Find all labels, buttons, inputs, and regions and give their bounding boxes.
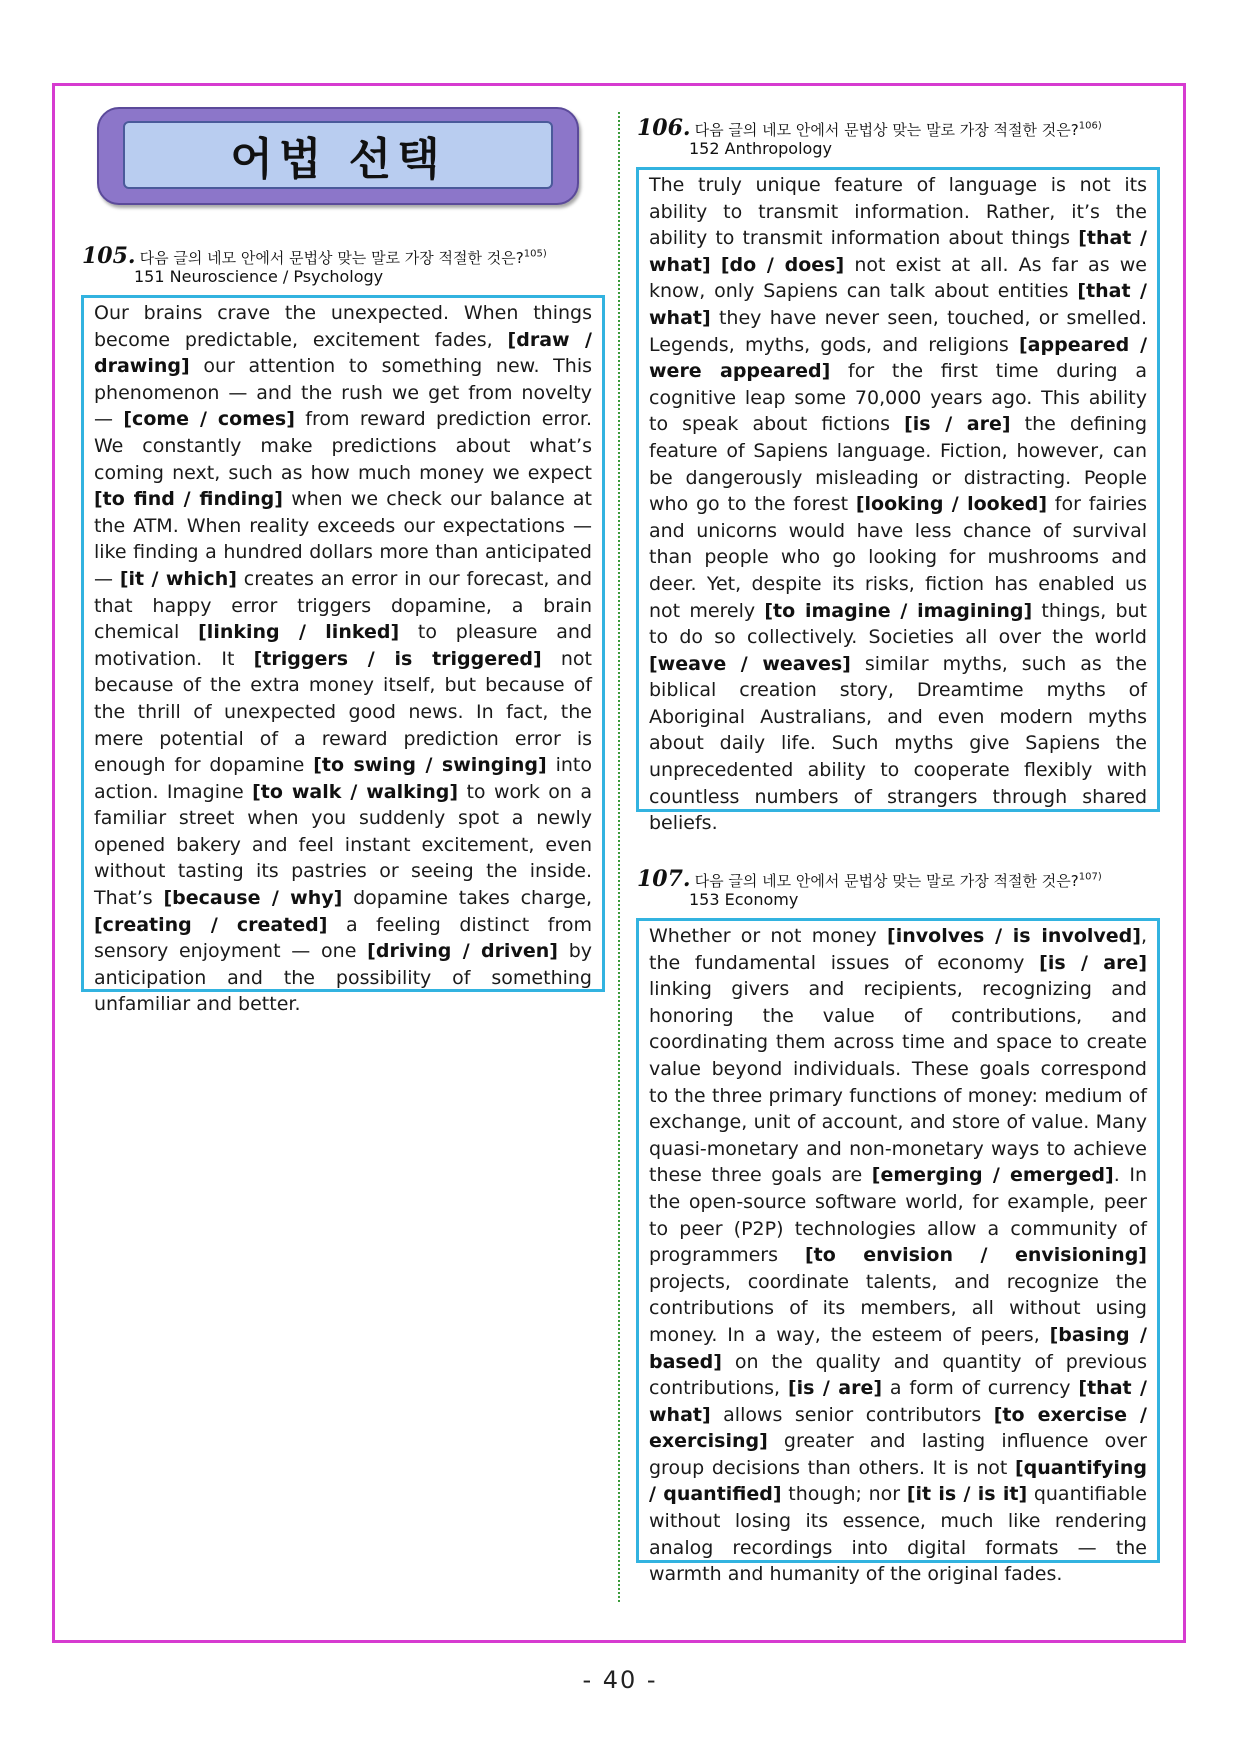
passage-box-105 [81,295,605,1016]
passage-text: quantifiable without losing its essence, much like rendering analog recordings into digital formats — the warmth and humanity of the original fades. [649,1483,1147,1586]
column-divider [618,112,620,1602]
section-banner-inner [123,121,553,189]
grammar-choice: [that / what] [649,280,1147,329]
grammar-choice: [is / are] [787,1377,883,1400]
passage-text: not because of the extra money itself, but because of the thrill of unexpected good news. In fact, the mere potential of a reward prediction error is enough for dopamine [94,647,592,777]
section-title: 어법 선택 [230,134,446,185]
grammar-choice: [draw / drawing] [94,328,592,378]
question-105-header [82,243,547,286]
grammar-choice: [driving / driven] [367,940,558,963]
passage-text: when we check our balance at the ATM. When reality exceeds our expectations — like finding a hundred dollars more than anticipated — [94,488,592,590]
grammar-choice: [to exercise / exercising] [649,1403,1147,1453]
grammar-choice: [that / what] [649,227,1147,276]
grammar-choice: [is / are] [1039,951,1148,974]
grammar-choice: [creating / created] [94,913,328,936]
question-footnote: 105) [523,248,547,260]
passage-text: not exist at all. As far as we know, only Sapiens can talk about entities [649,253,1147,303]
question-footnote: 106) [1078,120,1102,132]
passage-text: on the quality and quantity of previous contributions, [649,1350,1147,1400]
grammar-choice: [appeared / were appeared] [649,333,1148,383]
question-prompt: 다음 글의 네모 안에서 문법상 맞는 말로 가장 적절한 것은? [139,249,524,267]
question-number: 107. [637,866,691,892]
passage-text: linking givers and recipients, recognizing and honoring the value of contributions, and coordinating them across time and space to create value beyond individuals. These goals correspond to the three primary functions of money: medium of exchange, unit of account, and store of value. Many quasi-monetary and non-monetary ways to achieve these three goals are [649,978,1147,1187]
grammar-choice: [because / why] [163,887,343,910]
grammar-choice: [basing / based] [649,1323,1147,1373]
passage-text: , the fundamental issues of economy [649,925,1147,974]
passage-text: to pleasure and motivation. It [94,621,593,670]
passage-text: though; nor [781,1483,907,1506]
passage-text: Our brains crave the unexpected. When things become predictable, excitement fades, [94,302,592,351]
grammar-choice: [to swing / swinging] [313,754,547,777]
passage-text: from reward prediction error. We constantly make predictions about what’s coming next, such as how much money we expect [94,408,592,484]
passage-text: creates an error in our forecast, and that happy error triggers dopamine, a brain chemical [94,567,593,644]
question-number: 106. [637,115,691,141]
grammar-choice: [emerging / emerged] [871,1164,1114,1187]
passage-text: a form of currency [882,1377,1079,1400]
grammar-choice: [to walk / walking] [252,780,459,803]
passage-text: a feeling distinct from sensory enjoyment — one [94,913,592,963]
question-prompt: 다음 글의 네모 안에서 문법상 맞는 말로 가장 적절한 것은? [694,872,1079,890]
passage-text: by anticipation and the possibility of something unfamiliar and better. [94,940,592,1016]
grammar-choice: [quantifying / quantified] [649,1456,1147,1506]
passage-text: dopamine takes charge, [342,887,593,910]
passage-text: similar myths, such as the biblical creation story, Dreamtime myths of Aboriginal Australians, and even modern myths about daily life. Such myths give Sapiens the unprecedented ability to cooperate flexibly with countless numbers of strangers through shared beliefs. [649,652,1147,835]
grammar-choice: [is / are] [904,413,1011,436]
section-banner [97,107,579,205]
grammar-choice: [come / comes] [123,408,295,431]
grammar-choice: [weave / weaves] [649,652,851,675]
grammar-choice: [looking / looked] [855,493,1048,516]
grammar-choice: [to envision / envisioning] [804,1244,1147,1267]
question-number: 105. [82,243,136,269]
passage-text: they have never seen, touched, or smelled. Legends, myths, gods, and religions [649,306,1147,356]
grammar-choice: [triggers / is triggered] [253,647,542,670]
passage-text: into action. Imagine [94,754,593,803]
passage-text: for fairies and unicorns would have less chance of survival than people who go looking for mushrooms and deer. Yet, despite its risks, fiction has enabled us not merely [649,493,1148,622]
passage-text: . In the open-source software world, for example, peer to peer (P2P) technologies allow a community of programmers [649,1164,1147,1267]
passage-text: for the first time during a cognitive leap some 70,000 years ago. This ability to speak about fictions [649,360,1147,436]
grammar-choice: [to find / finding] [94,488,283,511]
question-106-header [637,115,1102,158]
grammar-choice: [it is / is it] [906,1483,1028,1506]
passage-text: to work on a familiar street when you suddenly spot a newly opened bakery and feel instant excitement, even without tasting its pastries or seeing the inside. That’s [94,780,592,910]
passage-text: the defining feature of Sapiens language. Fiction, however, can be dangerously misleading or distracting. People who go to the forest [649,413,1148,516]
passage-text: projects, coordinate talents, and recognize the contributions of its members, all without using money. In a way, the esteem of peers, [649,1270,1147,1346]
question-subtitle: 152 Anthropology [689,139,832,158]
question-107-header [637,866,1102,909]
grammar-choice: [that / what] [649,1377,1147,1426]
question-subtitle: 153 Economy [689,890,799,909]
passage-box-107 [636,918,1160,1586]
passage-text: Whether or not money [649,925,888,947]
passage-text [711,254,721,276]
grammar-choice: [linking / linked] [198,621,400,644]
grammar-choice: [to imagine / imagining] [764,599,1033,622]
question-subtitle: 151 Neuroscience / Psychology [134,267,384,286]
question-prompt: 다음 글의 네모 안에서 문법상 맞는 말로 가장 적절한 것은? [694,121,1079,139]
passage-text: allows senior contributors [710,1403,994,1426]
question-footnote: 107) [1078,871,1102,883]
grammar-choice: [it / which] [119,567,237,590]
grammar-choice: [do / does] [720,253,845,276]
passage-text: our attention to something new. This phenomenon — and the rush we get from novelty — [94,355,592,431]
grammar-choice: [involves / is involved] [887,925,1141,947]
passage-text: things, but to do so collectively. Societies all over the world [649,599,1148,649]
passage-text: greater and lasting influence over group decisions than others. It is not [649,1430,1147,1479]
passage-text: The truly unique feature of language is not its ability to transmit information. Rather, it’s the ability to transmit information about things [649,174,1147,250]
page-number: - 40 - [582,1666,658,1694]
passage-box-106 [636,167,1160,835]
